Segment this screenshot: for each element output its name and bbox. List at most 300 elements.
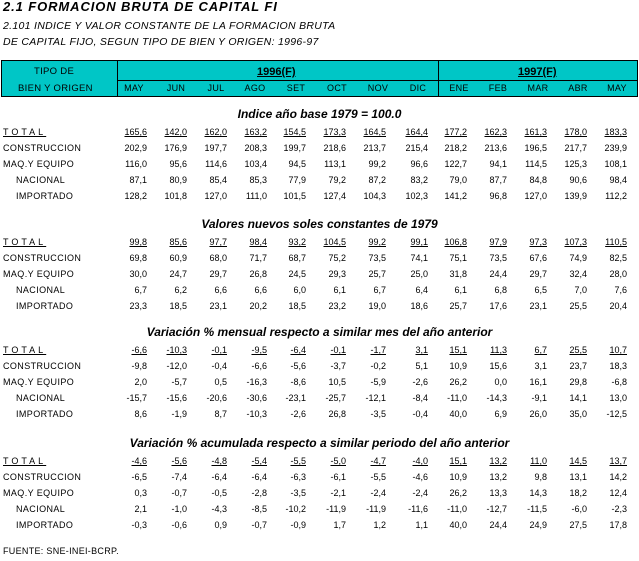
table-cell: 68,0 [209,253,227,263]
table-cell: 77,9 [288,175,306,185]
table-cell: 84,8 [529,175,547,185]
table-cell: 60,9 [169,253,187,263]
table-cell: 24,9 [529,520,547,530]
table-cell: -8,4 [412,393,428,403]
table-cell: 110,5 [605,237,627,247]
table-cell: 2,1 [134,504,147,514]
table-cell: 24,4 [489,520,507,530]
table-cell: 116,0 [125,159,147,169]
table-cell: 23,7 [569,361,587,371]
table-cell: -11,5 [527,504,547,514]
table-cell: 139,9 [564,191,587,201]
table-cell: 183,3 [604,127,627,137]
table-cell: 103,4 [244,159,267,169]
section-title: Indice año base 1979 = 100.0 [237,107,402,121]
table-subtitle: 2.101 INDICE Y VALOR CONSTANTE DE LA FORMACION BRUTA [3,20,336,32]
table-cell: 15,1 [449,456,467,466]
table-cell: 29,7 [209,269,227,279]
table-cell: -2,6 [290,409,306,419]
table-cell: -10,3 [166,345,187,355]
table-cell: -0,3 [131,520,147,530]
table-cell: 5,1 [415,361,428,371]
header-month: OCT [327,83,347,93]
table-cell: -0,7 [171,488,187,498]
table-cell: 31,8 [449,269,467,279]
table-row [0,472,639,486]
table-cell: 127,4 [323,191,346,201]
row-label: NACIONAL [16,504,66,514]
table-cell: 142,0 [164,127,187,137]
table-cell: -6,4 [290,345,306,355]
table-cell: 12,4 [609,488,627,498]
table-row [0,285,639,299]
section-title: Variación % acumulada respecto a similar periodo del año anterior [129,436,510,450]
table-cell: 202,9 [124,143,147,153]
table-cell: 2,0 [134,377,147,387]
table-cell: -6,4 [211,472,227,482]
table-cell: 26,2 [449,488,467,498]
table-cell: -4,6 [131,456,147,466]
header-label-tipo: TIPO DE [34,66,75,77]
table-cell: 40,0 [449,409,467,419]
table-cell: 13,0 [609,393,627,403]
header-label-bien: BIEN Y ORIGEN [18,83,93,94]
table-cell: 82,5 [609,253,627,263]
table-cell: -5,4 [251,456,267,466]
table-cell: 87,2 [368,175,386,185]
row-label: TOTAL [3,237,47,247]
header-month: SET [286,83,306,93]
table-row [0,520,639,534]
table-cell: 79,2 [328,175,346,185]
row-label: CONSTRUCCION [3,472,82,482]
table-cell: 35,0 [569,409,587,419]
table-cell: 114,5 [525,159,547,169]
table-cell: -4,7 [370,456,386,466]
table-cell: 40,0 [449,520,467,530]
table-cell: 196,5 [524,143,547,153]
table-cell: 163,2 [244,127,267,137]
table-cell: -14,3 [486,393,507,403]
table-cell: 3,1 [415,345,428,355]
table-cell: 218,6 [323,143,346,153]
row-label: IMPORTADO [16,409,74,419]
table-cell: 24,5 [288,269,306,279]
header-month: JUL [207,83,225,93]
table-cell: 25,5 [569,301,587,311]
table-cell: 74,9 [569,253,587,263]
table-cell: 25,5 [569,345,587,355]
table-cell: 111,0 [245,191,267,201]
table-cell: -16,3 [246,377,267,387]
table-cell: 29,7 [529,269,547,279]
table-row [0,377,639,391]
table-cell: 6,7 [534,345,547,355]
table-cell: -10,2 [285,504,306,514]
table-cell: -11,9 [366,504,386,514]
row-label: MAQ.Y EQUIPO [3,377,75,387]
table-row [0,488,639,502]
table-row [0,127,639,141]
table-cell: 85,3 [249,175,267,185]
table-cell: 17,6 [489,301,507,311]
table-cell: 3,1 [534,361,547,371]
table-cell: 28,0 [609,269,627,279]
table-cell: -6,8 [611,377,627,387]
table-cell: -4,8 [211,456,227,466]
table-cell: -12,1 [365,393,386,403]
table-cell: 239,9 [604,143,627,153]
table-cell: -6,0 [571,504,587,514]
header-month: MAY [607,83,627,93]
table-cell: -1,7 [370,345,386,355]
table-cell: 178,0 [564,127,587,137]
table-cell: 79,0 [449,175,467,185]
table-cell: 141,2 [444,191,467,201]
table-cell: 6,7 [134,285,147,295]
table-cell: 1,7 [333,520,346,530]
table-cell: -2,6 [412,377,428,387]
table-cell: -3,5 [370,409,386,419]
table-row [0,175,639,189]
table-cell: -0,4 [211,361,227,371]
header-month: AGO [244,83,266,93]
table-cell: 112,2 [605,191,627,201]
table-cell: 125,3 [564,159,587,169]
table-cell: -15,6 [166,393,187,403]
table-cell: 6,6 [214,285,227,295]
table-cell: -5,5 [290,456,306,466]
table-cell: 162,0 [204,127,227,137]
table-cell: 14,1 [569,393,587,403]
table-cell: 94,5 [288,159,306,169]
table-cell: 96,8 [489,191,507,201]
table-cell: 10,7 [609,345,627,355]
table-cell: 13,1 [569,472,587,482]
table-cell: -6,6 [131,345,147,355]
row-label: NACIONAL [16,175,66,185]
table-cell: 108,1 [604,159,627,169]
table-cell: 24,4 [489,269,507,279]
table-cell: 122,7 [444,159,467,169]
row-label: CONSTRUCCION [3,361,82,371]
table-cell: 93,2 [288,237,306,247]
header-year-1997: 1997(F) [518,66,557,78]
table-cell: -8,6 [290,377,306,387]
table-cell: -23,1 [285,393,306,403]
table-cell: -6,5 [131,472,147,482]
table-cell: -5,9 [370,377,386,387]
table-cell: 165,6 [124,127,147,137]
table-cell: 99,8 [129,237,147,247]
table-cell: 67,6 [529,253,547,263]
header-month: MAY [124,83,144,93]
table-cell: 71,7 [249,253,267,263]
table-cell: 10,9 [449,361,467,371]
table-row [0,191,639,205]
table-cell: -0,4 [412,409,428,419]
table-cell: 6,8 [494,285,507,295]
header-month: JUN [166,83,186,93]
table-cell: 68,7 [288,253,306,263]
table-cell: 16,1 [529,377,547,387]
table-cell: -11,6 [408,504,428,514]
table-row [0,269,639,283]
table-cell: 80,9 [169,175,187,185]
source-note: FUENTE: SNE-INEI-BCRP. [3,546,119,556]
table-cell: 6,5 [534,285,547,295]
table-cell: 18,2 [569,488,587,498]
table-cell: 13,7 [609,456,627,466]
table-cell: 213,6 [484,143,507,153]
table-cell: 75,2 [328,253,346,263]
header-month: MAR [527,83,549,93]
table-cell: -3,5 [290,488,306,498]
table-cell: 6,1 [454,285,467,295]
table-cell: 87,1 [129,175,147,185]
table-cell: -11,0 [447,504,467,514]
table-cell: 197,7 [204,143,227,153]
table-cell: 17,8 [609,520,627,530]
table-cell: 97,9 [489,237,507,247]
row-label: TOTAL [3,456,47,466]
table-cell: 75,1 [449,253,467,263]
table-cell: -0,9 [290,520,306,530]
table-cell: -0,1 [330,345,346,355]
table-cell: 98,4 [609,175,627,185]
table-row [0,361,639,375]
table-cell: 218,2 [444,143,467,153]
table-cell: 25,0 [410,269,428,279]
table-cell: -2,1 [330,488,346,498]
table-cell: 113,1 [324,159,346,169]
table-cell: 6,0 [293,285,306,295]
table-cell: 177,2 [444,127,467,137]
table-cell: 85,6 [169,237,187,247]
table-cell: 73,5 [489,253,507,263]
table-cell: 1,1 [415,520,428,530]
table-cell: 10,5 [328,377,346,387]
table-cell: 26,0 [529,409,547,419]
table-cell: 176,9 [164,143,187,153]
header-month: FEB [488,83,508,93]
table-cell: 6,7 [373,285,386,295]
table-cell: 215,4 [405,143,428,153]
table-row [0,393,639,407]
table-cell: 96,6 [410,159,428,169]
table-cell: -10,3 [246,409,267,419]
table-cell: 99,2 [368,237,386,247]
table-cell: 87,7 [489,175,507,185]
table-cell: 104,5 [323,237,346,247]
section-title: Valores nuevos soles constantes de 1979 [201,217,438,231]
table-cell: -2,4 [370,488,386,498]
table-cell: -5,6 [171,456,187,466]
table-cell: 199,7 [283,143,306,153]
header-year-1996: 1996(F) [257,66,296,78]
table-cell: -2,8 [251,488,267,498]
table-cell: -6,6 [251,361,267,371]
table-cell: 208,3 [244,143,267,153]
section-title: Variación % mensual respecto a similar mes del año anterior [146,325,493,339]
table-cell: 0,5 [214,377,227,387]
table-cell: -8,5 [251,504,267,514]
header-month: ABR [568,83,588,93]
table-cell: 107,3 [564,237,587,247]
table-cell: -1,0 [171,504,187,514]
table-cell: 101,8 [164,191,187,201]
table-cell: 13,2 [489,472,507,482]
table-cell: 127,0 [524,191,547,201]
table-cell: 9,8 [534,472,547,482]
table-cell: 24,7 [169,269,187,279]
table-cell: -20,6 [206,393,227,403]
table-cell: -0,7 [251,520,267,530]
table-cell: -11,0 [447,393,467,403]
table-cell: -4,6 [412,472,428,482]
table-cell: 8,6 [134,409,147,419]
table-row [0,301,639,315]
table-row [0,159,639,173]
table-cell: 7,6 [614,285,627,295]
table-cell: 69,8 [129,253,147,263]
table-cell: 14,3 [529,488,547,498]
table-cell: 102,3 [405,191,428,201]
table-cell: 164,5 [363,127,386,137]
table-row [0,456,639,470]
table-cell: -12,7 [486,504,507,514]
table-cell: 94,1 [489,159,507,169]
row-label: IMPORTADO [16,520,74,530]
table-cell: 161,3 [524,127,547,137]
table-cell: 128,2 [124,191,147,201]
table-cell: 0,9 [214,520,227,530]
table-cell: -9,5 [251,345,267,355]
table-cell: 18,5 [288,301,306,311]
row-label: IMPORTADO [16,301,74,311]
table-cell: 0,0 [494,377,507,387]
table-cell: 32,4 [569,269,587,279]
header-month: NOV [367,83,389,93]
table-cell: 10,9 [449,472,467,482]
table-cell: 6,6 [254,285,267,295]
table-cell: -5,0 [330,456,346,466]
header-month: DIC [409,83,427,93]
table-cell: -4,0 [412,456,428,466]
table-row [0,253,639,267]
table-row [0,409,639,423]
table-cell: 23,2 [328,301,346,311]
table-cell: 7,0 [574,285,587,295]
table-cell: 213,7 [363,143,386,153]
table-row [0,237,639,251]
table-cell: -5,7 [171,377,187,387]
table-cell: -1,9 [171,409,187,419]
row-label: MAQ.Y EQUIPO [3,159,75,169]
table-cell: 106,8 [444,237,467,247]
table-cell: -6,4 [251,472,267,482]
header-rule [117,80,637,81]
table-row [0,345,639,359]
table-cell: -3,7 [330,361,346,371]
table-cell: -0,2 [370,361,386,371]
row-label: TOTAL [3,345,47,355]
table-cell: 13,3 [489,488,507,498]
row-label: IMPORTADO [16,191,74,201]
table-cell: -5,6 [290,361,306,371]
row-label: NACIONAL [16,393,66,403]
table-cell: 217,7 [564,143,587,153]
table-cell: 25,7 [368,269,386,279]
row-label: CONSTRUCCION [3,143,82,153]
table-cell: 154,5 [283,127,306,137]
table-cell: -9,8 [131,361,147,371]
table-cell: 15,6 [489,361,507,371]
table-cell: 6,4 [415,285,428,295]
row-label: MAQ.Y EQUIPO [3,488,75,498]
table-cell: 23,1 [529,301,547,311]
table-cell: -0,6 [171,520,187,530]
table-cell: 0,3 [134,488,147,498]
table-cell: 101,5 [283,191,306,201]
table-cell: 26,8 [328,409,346,419]
table-cell: 162,3 [484,127,507,137]
table-cell: 6,9 [494,409,507,419]
table-cell: 29,8 [569,377,587,387]
table-cell: -2,4 [412,488,428,498]
table-cell: 83,2 [410,175,428,185]
table-cell: 27,5 [569,520,587,530]
table-cell: -4,3 [211,504,227,514]
table-cell: 1,2 [373,520,386,530]
table-cell: 98,4 [249,237,267,247]
table-cell: 18,5 [169,301,187,311]
table-cell: 97,7 [209,237,227,247]
table-cell: 30,0 [129,269,147,279]
table-cell: 29,3 [328,269,346,279]
table-cell: 164,4 [405,127,428,137]
table-cell: 18,3 [609,361,627,371]
table-cell: -12,0 [166,361,187,371]
table-cell: 18,6 [410,301,428,311]
table-cell: 73,5 [368,253,386,263]
table-cell: 20,2 [249,301,267,311]
table-row [0,504,639,518]
table-cell: 104,3 [363,191,386,201]
table-cell: -2,3 [611,504,627,514]
table-cell: 99,2 [368,159,386,169]
table-cell: 6,1 [333,285,346,295]
table-cell: 11,0 [530,456,547,466]
table-cell: -9,1 [531,393,547,403]
table-cell: 26,2 [449,377,467,387]
row-label: NACIONAL [16,285,66,295]
table-cell: 20,4 [609,301,627,311]
table-cell: -0,1 [211,345,227,355]
table-cell: 8,7 [214,409,227,419]
table-cell: 23,3 [129,301,147,311]
table-cell: 14,2 [609,472,627,482]
row-label: CONSTRUCCION [3,253,82,263]
table-row [0,143,639,157]
table-cell: -6,3 [290,472,306,482]
table-cell: 23,1 [209,301,227,311]
table-cell: 25,7 [449,301,467,311]
table-cell: 173,3 [323,127,346,137]
table-cell: -6,1 [330,472,346,482]
table-cell: 26,8 [249,269,267,279]
table-cell: 74,1 [410,253,428,263]
